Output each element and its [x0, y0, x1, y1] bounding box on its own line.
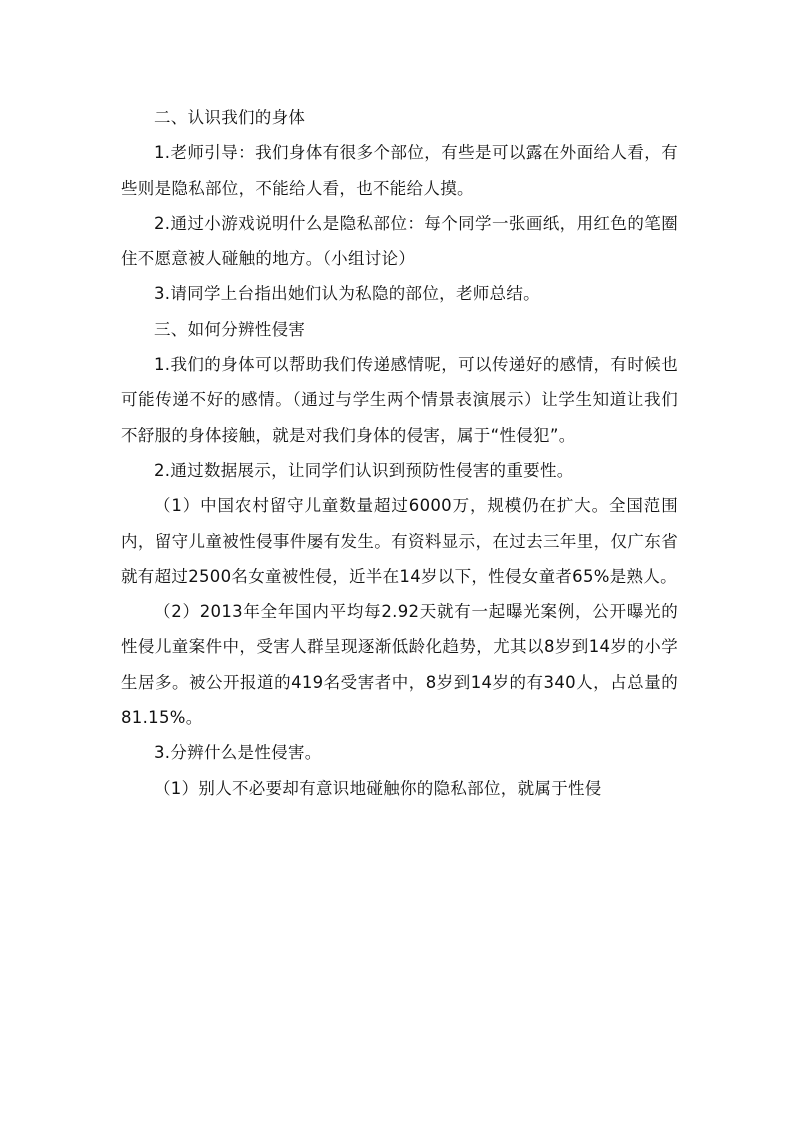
paragraph-data-1: （1）中国农村留守儿童数量超过6000万，规模仍在扩大。全国范围内，留守儿童被性侵事件屡有发生。有资料显示，在过去三年里，仅广东省就有超过2500名女童被性侵，近半在14岁以下，性侵女童者65%是熟人。 [121, 496, 678, 586]
paragraph-teacher-guide: 1.老师引导：我们身体有很多个部位，有些是可以露在外面给人看，有些则是隐私部位，不能给人看，也不能给人摸。 [121, 143, 678, 198]
paragraph-data-2: （2）2013年全年国内平均每2.92天就有一起曝光案例，公开曝光的性侵儿童案件中，受害人群呈现逐渐低龄化趋势，尤其以8岁到14岁的小学生居多。被公开报道的419名受害者中，8岁到14岁的有340人，占总量的81.15%。 [121, 602, 678, 728]
paragraph-game: 2.通过小游戏说明什么是隐私部位：每个同学一张画纸，用红色的笔圈住不愿意被人碰触的地方。（小组讨论） [121, 213, 678, 269]
document-body [121, 100, 678, 806]
paragraph-distinguish: 3.分辨什么是性侵害。 [154, 743, 322, 763]
paragraph-distinguish-1: （1）别人不必要却有意识地碰触你的隐私部位，就属于性侵 [154, 778, 602, 798]
section-heading-body: 二、认识我们的身体 [154, 108, 306, 127]
section-heading-identify: 三、如何分辨性侵害 [154, 319, 306, 339]
paragraph-emotions: 1.我们的身体可以帮助我们传递感情呢，可以传递好的感情，有时候也可能传递不好的感情。（通过与学生两个情景表演展示）让学生知道让我们不舒服的身体接触，就是对我们身体的侵害，属于“性侵犯”。 [121, 355, 678, 445]
paragraph-data-intro: 2.通过数据展示，让同学们认识到预防性侵害的重要性。 [154, 460, 574, 480]
paragraph-point-out: 3.请同学上台指出她们认为私隐的部位，老师总结。 [154, 284, 540, 304]
